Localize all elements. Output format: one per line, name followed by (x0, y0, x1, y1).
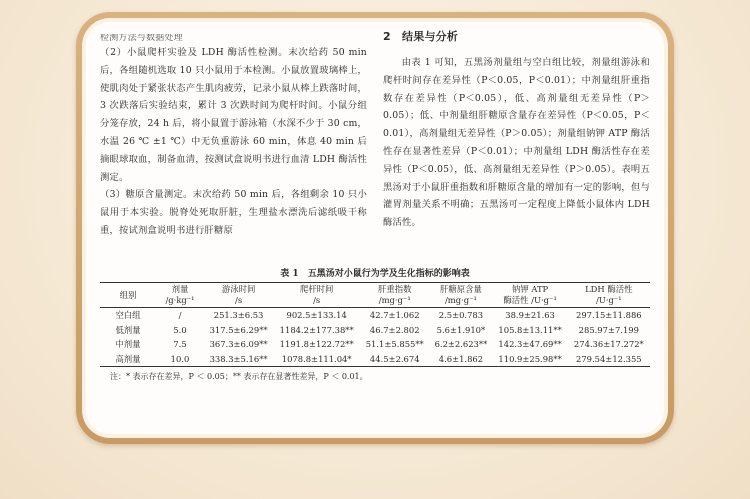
header-unit: 酶活性 /U·g⁻¹ (503, 295, 557, 305)
table-cell: 10.0 (156, 352, 204, 367)
table-cell: 279.54±12.355 (568, 352, 650, 367)
table-cell: 110.9±25.98** (493, 352, 568, 367)
header-unit: /mg·g⁻¹ (378, 295, 411, 305)
paragraph-method-3: （3）糖原含量测定。末次给药 50 min 后，各组剩余 10 只小鼠用于本实验。脱脊处死取肝脏，生理盐水漂洗后滤纸吸干称重，按试剂盒说明书进行肝糖原 (100, 189, 367, 236)
table-cell: 902.5±133.14 (286, 310, 347, 320)
table-cell: 142.3±47.69** (498, 339, 562, 349)
table-cell: 中剂量 (115, 339, 141, 349)
header-label: 肝重指数 (377, 284, 412, 294)
table-row (100, 308, 650, 323)
table-cell: 低剂量 (115, 324, 141, 335)
table-cell: 6.2±2.623** (434, 339, 488, 349)
table-cell: 285.97±7.199 (578, 324, 639, 335)
header-label: 游泳时间 (221, 284, 256, 294)
header-label: 组别 (119, 289, 137, 300)
header-unit: /g·kg⁻¹ (165, 295, 195, 305)
section-heading: 2 结果与分析 (383, 30, 459, 43)
table-cell: 5.6±1.910* (436, 324, 486, 335)
document-page (86, 22, 664, 434)
table-cell: 105.8±13.11** (498, 324, 562, 335)
table-cell: 44.5±2.674 (360, 352, 429, 367)
table-cell: / (178, 310, 182, 320)
header-label: 肝糖原含量 (439, 284, 482, 294)
table-header-row (100, 283, 650, 308)
header-atpase (493, 283, 568, 308)
header-unit: /s (313, 295, 321, 305)
table-cell: 1191.8±122.72** (279, 339, 354, 349)
header-label: 钠钾 ATP (511, 284, 549, 294)
table-cell: 367.3±6.09** (209, 339, 268, 349)
image-frame (76, 12, 674, 444)
table-cell: 1078.8±111.04* (273, 352, 360, 367)
table-cell: 38.9±21.63 (505, 310, 555, 320)
table-title: 表 1 五黑汤对小鼠行为学及生化指标的影响表 (280, 269, 470, 279)
header-unit: /U·g⁻¹ (595, 295, 622, 305)
table-cell: 274.36±17.272* (573, 339, 644, 349)
table-cell: 4.6±1.862 (429, 352, 492, 367)
results-table (100, 282, 650, 367)
table-cell: 317.5±6.29** (209, 324, 268, 335)
table-note: 注：* 表示存在差异，P ＜ 0.05；** 表示存在显著性差异，P ＜ 0.01。 (110, 372, 368, 381)
table-cell: 46.7±2.802 (369, 324, 420, 335)
header-swim-time (204, 283, 273, 308)
header-glycogen (429, 283, 492, 308)
table-cell: 251.3±6.53 (213, 310, 264, 320)
header-unit: /mg·g⁻¹ (444, 295, 477, 305)
table-cell: 7.5 (173, 339, 187, 349)
table-cell: 1184.2±177.38** (279, 324, 354, 335)
table-cell: 297.15±11.886 (576, 310, 642, 320)
text-columns (100, 30, 650, 262)
header-dose (156, 283, 204, 308)
header-unit: /s (235, 295, 243, 305)
header-label: 剂量 (171, 284, 189, 294)
header-label: 爬杆时间 (299, 284, 334, 294)
frame-inner (82, 18, 668, 438)
left-column (100, 34, 367, 262)
table-row (100, 323, 650, 338)
table-cell: 高剂量 (100, 352, 156, 367)
table-cell: 2.5±0.783 (438, 310, 484, 320)
header-liver-index (360, 283, 429, 308)
header-climb-time (273, 283, 360, 308)
cut-off-line: 检测方法与数据处理 (100, 34, 183, 42)
table-row (100, 337, 650, 352)
table-cell: 空白组 (115, 310, 141, 320)
table-cell: 338.3±5.16** (204, 352, 273, 367)
table-cell: 51.1±5.855** (365, 339, 424, 349)
table-cell: 42.7±1.062 (369, 310, 420, 320)
header-label: LDH 酶活性 (585, 284, 633, 294)
header-group (100, 283, 156, 308)
table-row (100, 352, 650, 367)
paragraph-results: 由表 1 可知，五黑汤剂量组与空白组比较，剂量组游泳和爬杆时间存在差异性（P＜0.05，P＜0.01）；中剂量组肝重指数存在差异性（P＜0.05），低、高剂量组无差异性（P＞0.05）；低、中剂量组肝糖原含量存在差异性（P＜0.05，P＜0.01），高剂量组无差异性（P＞0.05）；剂量组钠钾 ATP 酶活性存在显著性差异（P＜0.01）；中剂量组 LDH 酶活性存在差异性（P＜0.05），低、高剂量组无差异性（P＞0.05）。表明五黑汤对于小鼠肝重指数和肝糖原含量的增加有一定的影响，但与灌胃剂量关系不明确；五黑汤可一定程度上降低小鼠体内 LDH 酶活性。 (383, 57, 650, 229)
right-column (383, 30, 650, 262)
header-ldh (568, 283, 650, 308)
paragraph-method-2: （2）小鼠爬杆实验及 LDH 酶活性检测。末次给药 50 min 后，各组随机选取 10 只小鼠用于本检测。小鼠放置玻璃棒上，使肌肉处于紧张状态产生肌肉疲劳，记录小鼠从棒上跌落时间，3 次跌落后实验结束，累计 3 次跌时间为爬杆时间。小鼠分组分笼存放，24 h 后，将小鼠置于游泳箱（水深不少于 30 cm，水温 26 ℃ ±1 ℃）中无负重游泳 60 min，体息 40 min 后摘眼球取血，制备血清，按测试盒说明书进行血清 LDH 酶活性测定。 (100, 47, 367, 183)
table-cell: 5.0 (173, 324, 187, 335)
